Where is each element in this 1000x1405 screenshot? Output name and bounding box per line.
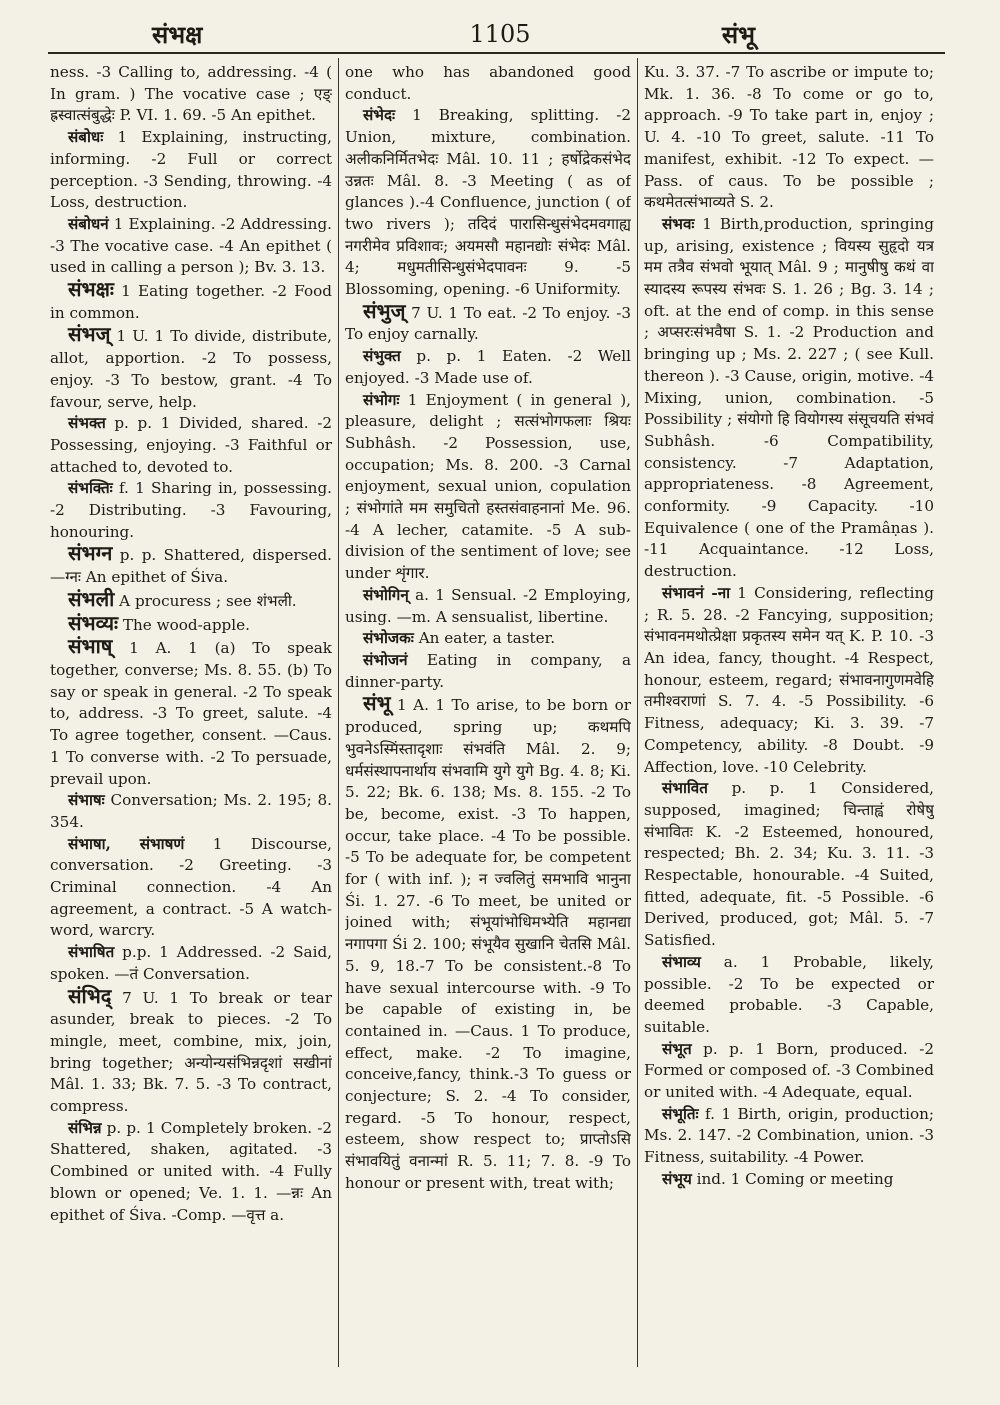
dictionary-entry bbox=[644, 1039, 934, 1104]
entry-headword: संभू bbox=[363, 691, 391, 716]
entry-definition: 1 Explaining. -2 Addressing. -3 The vocative case. -4 An epithet ( used in calling a person ); Bv. 3. 13. bbox=[50, 214, 332, 277]
dictionary-entry bbox=[50, 324, 332, 413]
entry-definition: 1 Discourse, conversation. -2 Greeting. -3 Criminal connection. -4 An agreement, a contract. -5 A watch-word, warcry. bbox=[50, 834, 332, 940]
entry-definition: An eater, a taster. bbox=[413, 629, 556, 648]
dictionary-entry bbox=[50, 942, 332, 985]
column-divider bbox=[637, 58, 638, 1367]
dictionary-entry bbox=[50, 790, 332, 833]
dictionary-entry bbox=[345, 346, 631, 389]
dictionary-entry bbox=[345, 585, 631, 628]
entry-definition: 7 U. 1 To break or tear asunder, break to pieces. -2 To mingle, meet, combine, mix, join, bring together; अन्योन्यसंभिन्नदृशां सखीनां Mâl. 1. 33; Bk. 7. 5. -3 To contract, compress. bbox=[50, 988, 332, 1116]
dictionary-entry bbox=[50, 1118, 332, 1227]
entry-definition: 1 Considering, reflecting ; R. 5. 28. -2 Fancying, supposition; संभावनमथोत्प्रेक्षा प्रकृतस्य समेन यत् K. P. 10. -3 An idea, fancy, thought. -4 Respect, honour, esteem, regard; संभावनागुणमवेहि तमीश्वराणां S. 7. 4. -5 Possibility. -6 Fitness, adequacy; Ki. 3. 39. -7 Competency, ability. -8 Doubt. -9 Affection, love. -10 Celebrity. bbox=[644, 583, 934, 776]
entry-definition: p.p. 1 Addressed. -2 Said, spoken. —तं Conversation. bbox=[50, 943, 332, 983]
entry-headword: संभवः bbox=[662, 214, 695, 233]
entry-definition: Ku. 3. 37. -7 To ascribe or impute to; Mk. 1. 36. -8 To come or go to, approach. -9 To take part in, enjoy ; U. 4. -10 To greet, salute. -11 To manifest, exhibit. -12 To expect. —Pass. of caus. To be possible ; कथमेतत्संभाव्यते S. 2. bbox=[644, 63, 934, 212]
entry-definition: Conversation; Ms. 2. 195; 8. 354. bbox=[50, 791, 332, 831]
right-guide-word: संभू bbox=[721, 20, 755, 49]
entry-definition: 1 Breaking, splitting. -2 Union, mixture, combination. अलीकनिर्मितभेदः Mâl. 10. 11 ; हर्षोद्रेकसंभेद उन्नतः Mâl. 8. -3 Meeting ( as of glances ).-4 Confluence, junction ( of two rivers ); तदिदं पारासिन्धुसंभेदमवगाह्य नगरीमेव प्रविशावः; अयमसौ महानद्योः संभेदः Mâl. 4; मधुमतीसिन्धुसंभेदपावनः 9. -5 Blossoming, opening. -6 Uniformity. bbox=[345, 106, 631, 299]
dictionary-entry bbox=[345, 628, 631, 650]
dictionary-entry bbox=[50, 834, 332, 943]
entry-headword: संभूत bbox=[662, 1039, 692, 1058]
entry-definition: p. p. 1 Considered, supposed, imagined; चिन्ताह्वं रोषेषु संभावितः K. -2 Esteemed, honoured, respected; Bh. 2. 34; Ku. 3. 11. -3 Respectable, honourable. -4 Suited, fitted, adequate, fit. -5 Possible. -6 Derived, produced, got; Mâl. 5. -7 Satisfied. bbox=[644, 779, 934, 950]
dictionary-entry bbox=[50, 543, 332, 588]
entry-headword: संभज् bbox=[68, 322, 111, 347]
dictionary-entry bbox=[345, 693, 631, 1194]
entry-headword: संभेदः bbox=[363, 106, 396, 125]
entry-headword: संभूय bbox=[662, 1169, 692, 1188]
entry-headword: संभव्यः bbox=[68, 610, 119, 635]
dictionary-entry bbox=[345, 298, 631, 346]
dictionary-entry bbox=[644, 778, 934, 952]
entry-headword: संभिद् bbox=[68, 983, 112, 1008]
dictionary-entry bbox=[50, 478, 332, 543]
entry-definition: 1 U. 1 To divide, distribute, allot, apportion. -2 To possess, enjoy. -3 To bestow, grant. -4 To favour, serve, help. bbox=[50, 327, 332, 411]
entry-headword: संभाष् bbox=[68, 634, 113, 659]
dictionary-entry bbox=[644, 583, 934, 778]
entry-definition: p. p. 1 Born, produced. -2 Formed or composed of. -3 Combined or united with. -4 Adequate, equal. bbox=[644, 1039, 934, 1102]
dictionary-entry bbox=[644, 1169, 934, 1191]
column-right bbox=[644, 62, 934, 1372]
entry-headword: संभक्षः bbox=[68, 277, 114, 302]
entry-headword: संभिन्न bbox=[68, 1118, 102, 1137]
entry-definition: 1 A. 1 To arise, to be born or produced, spring up; कथमपि भुवनेऽस्मिंस्तादृशाः संभवंति Mâl. 2. 9; धर्मसंस्थापनार्थाय संभवामि युगे युगे Bg. 4. 8; Ki. 5. 22; Bk. 6. 138; Ms. 8. 155. -2 To be, become, exist. -3 To happen, occur, take place. -4 To be possible. -5 To be adequate for, be competent for ( with inf. ); न ज्वलितुं समभावि भानुना Śi. 1. 27. -6 To meet, be united or joined with; संभूयांभोधिमभ्येति महानद्या नगापगा Śi 2. 100; संभूयैव सुखानि चेतसि Mâl. 5. 9, 18.-7 To be consistent.-8 To have sexual intercourse with. -9 To be capable of existing in, be contained in. —Caus. 1 To produce, effect, make. -2 To imagine, conceive,fancy, think.-3 To guess or conjecture; S. 2. -4 To consider, regard. -5 To honour, respect, esteem, show respect to; प्राप्तोऽसि संभावयितुं वनान्मां R. 5. 11; 7. 8. -9 To honour or present with, treat with; bbox=[345, 696, 631, 1192]
entry-headword: संभक्तिः bbox=[68, 479, 113, 498]
entry-headword: संभाव्य bbox=[662, 952, 701, 971]
entry-headword: संभोजनं bbox=[363, 650, 408, 669]
entry-headword: संभावनं -ना bbox=[662, 583, 731, 602]
entry-headword: संभावित bbox=[662, 779, 708, 798]
entry-headword: संबोधनं bbox=[68, 214, 109, 233]
entry-headword: संभाषः bbox=[68, 791, 105, 810]
entry-definition: Eating in company, a dinner-party. bbox=[345, 650, 631, 691]
entry-definition: A procuress ; see शंभली. bbox=[114, 591, 297, 610]
column-divider bbox=[338, 58, 339, 1367]
dictionary-entry bbox=[345, 105, 631, 300]
entry-headword: संभोगिन् bbox=[363, 585, 409, 604]
dictionary-entry bbox=[644, 952, 934, 1039]
dictionary-entry bbox=[50, 127, 332, 214]
entry-definition: p. p. Shattered, dispersed. —ग्नः An epithet of Śiva. bbox=[50, 546, 332, 587]
dictionary-entry bbox=[50, 636, 332, 790]
dictionary-entry bbox=[50, 413, 332, 478]
entry-headword: संभोजकः bbox=[363, 629, 414, 648]
left-guide-word: संभक्ष bbox=[152, 20, 203, 49]
entry-headword: संभूतिः bbox=[662, 1104, 699, 1123]
entry-definition: ness. -3 Calling to, addressing. -4 ( In gram. ) The vocative case ; एङ् ह्रस्वात्संबुद्धेः P. VI. 1. 69. -5 An epithet. bbox=[50, 63, 332, 125]
entry-definition: 1 Enjoyment ( in general ), pleasure, delight ; सत्संभोगफलाः श्रियः Subhâsh. -2 Possession, use, occupation; Ms. 8. 200. -3 Carnal enjoyment, sexual union, copulation ; संभोगांते मम समुचितो हस्तसंवाहनानां Me. 96. -4 A lecher, catamite. -5 A sub-division of the sentiment of love; see under शृंगार. bbox=[345, 390, 631, 583]
entry-definition: p. p. 1 Divided, shared. -2 Possessing, enjoying. -3 Faithful or attached to, devoted to. bbox=[50, 414, 332, 476]
entry-definition: f. 1 Sharing in, possessing. -2 Distributing. -3 Favouring, honouring. bbox=[50, 479, 332, 541]
entry-definition: 1 Birth,production, springing up, arising, existence ; वियस्य सुहृदो यत्र मम तत्रैव संभवो भूयात् Mâl. 9 ; मानुषीषु कथं वा स्यादस्य रूपस्य संभवः S. 1. 26 ; Bg. 3. 14 ; oft. at the end of comp. in this sense ; अप्सरःसंभवैषा S. 1. -2 Production and bringing up ; Ms. 2. 227 ; ( see Kull. thereon ). -3 Cause, origin, motive. -4 Mixing, union, combination. -5 Possibility ; संयोगो हि वियोगस्य संसूचयति संभवं Subhâsh. -6 Compatibility, consistency. -7 Adaptation, appropriateness. -8 Agreement, conformity. -9 Capacity. -10 Equivalence ( one of the Pramâṇas ). -11 Acquaintance. -12 Loss, destruction. bbox=[644, 214, 934, 581]
dictionary-entry bbox=[50, 279, 332, 324]
entry-definition: a. 1 Sensual. -2 Employing, using. —m. A sensualist, libertine. bbox=[345, 585, 631, 626]
dictionary-entry bbox=[644, 214, 934, 583]
dictionary-entry bbox=[50, 586, 332, 613]
dictionary-entry bbox=[644, 62, 934, 214]
entry-definition: ind. 1 Coming or meeting bbox=[691, 1169, 894, 1188]
entry-headword: संभुज् bbox=[363, 298, 406, 323]
dictionary-entry bbox=[345, 62, 631, 105]
page-number: 1105 bbox=[469, 20, 531, 48]
entry-headword: संभक्त bbox=[68, 414, 106, 433]
entry-headword: संभग्न bbox=[68, 541, 113, 566]
entry-headword: संभाषित bbox=[68, 943, 115, 962]
entry-headword: संभाषा, संभाषणं bbox=[68, 834, 185, 853]
dictionary-entry bbox=[50, 983, 332, 1118]
entry-definition: p. p. 1 Completely broken. -2 Shattered, shaken, agitated. -3 Combined or united with. -4 Fully blown or opened; Ve. 1. 1. —न्नः An epithet of Śiva. -Comp. —वृत्त a. bbox=[50, 1118, 332, 1224]
entry-definition: The wood-apple. bbox=[118, 615, 250, 634]
entry-definition: p. p. 1 Eaten. -2 Well enjoyed. -3 Made use of. bbox=[345, 347, 631, 387]
entry-definition: 7 U. 1 To eat. -2 To enjoy. -3 To enjoy carnally. bbox=[345, 303, 631, 344]
entry-definition: f. 1 Birth, origin, production; Ms. 2. 147. -2 Combination, union. -3 Fitness, suitability. -4 Power. bbox=[644, 1104, 934, 1167]
entry-definition: one who has abandoned good conduct. bbox=[345, 63, 631, 103]
header-rule bbox=[48, 52, 945, 54]
dictionary-entry bbox=[345, 390, 631, 585]
column-left bbox=[50, 62, 332, 1372]
dictionary-entry bbox=[50, 214, 332, 279]
column-middle bbox=[345, 62, 631, 1372]
entry-headword: संभली bbox=[68, 586, 115, 611]
page-header bbox=[40, 14, 960, 52]
dictionary-entry bbox=[345, 650, 631, 693]
entry-definition: a. 1 Probable, likely, possible. -2 To be expected or deemed probable. -3 Capable, suitable. bbox=[644, 952, 934, 1036]
entry-definition: 1 Explaining, instructing, informing. -2 Full or correct perception. -3 Sending, throwing. -4 Loss, destruction. bbox=[50, 128, 332, 212]
entry-headword: संभोगः bbox=[363, 390, 400, 409]
dictionary-entry bbox=[644, 1104, 934, 1169]
entry-definition: 1 A. 1 (a) To speak together, converse; Ms. 8. 55. (b) To say or speak in general. -2 To speak to, address. -3 To greet, salute. -4 To agree together, consent. —Caus. 1 To converse with. -2 To persuade, prevail upon. bbox=[50, 639, 332, 788]
dictionary-entry bbox=[50, 62, 332, 127]
entry-headword: संबोधः bbox=[68, 128, 104, 147]
dictionary-entry bbox=[50, 610, 332, 637]
entry-definition: 1 Eating together. -2 Food in common. bbox=[50, 282, 332, 322]
entry-headword: संभुक्त bbox=[363, 347, 401, 366]
